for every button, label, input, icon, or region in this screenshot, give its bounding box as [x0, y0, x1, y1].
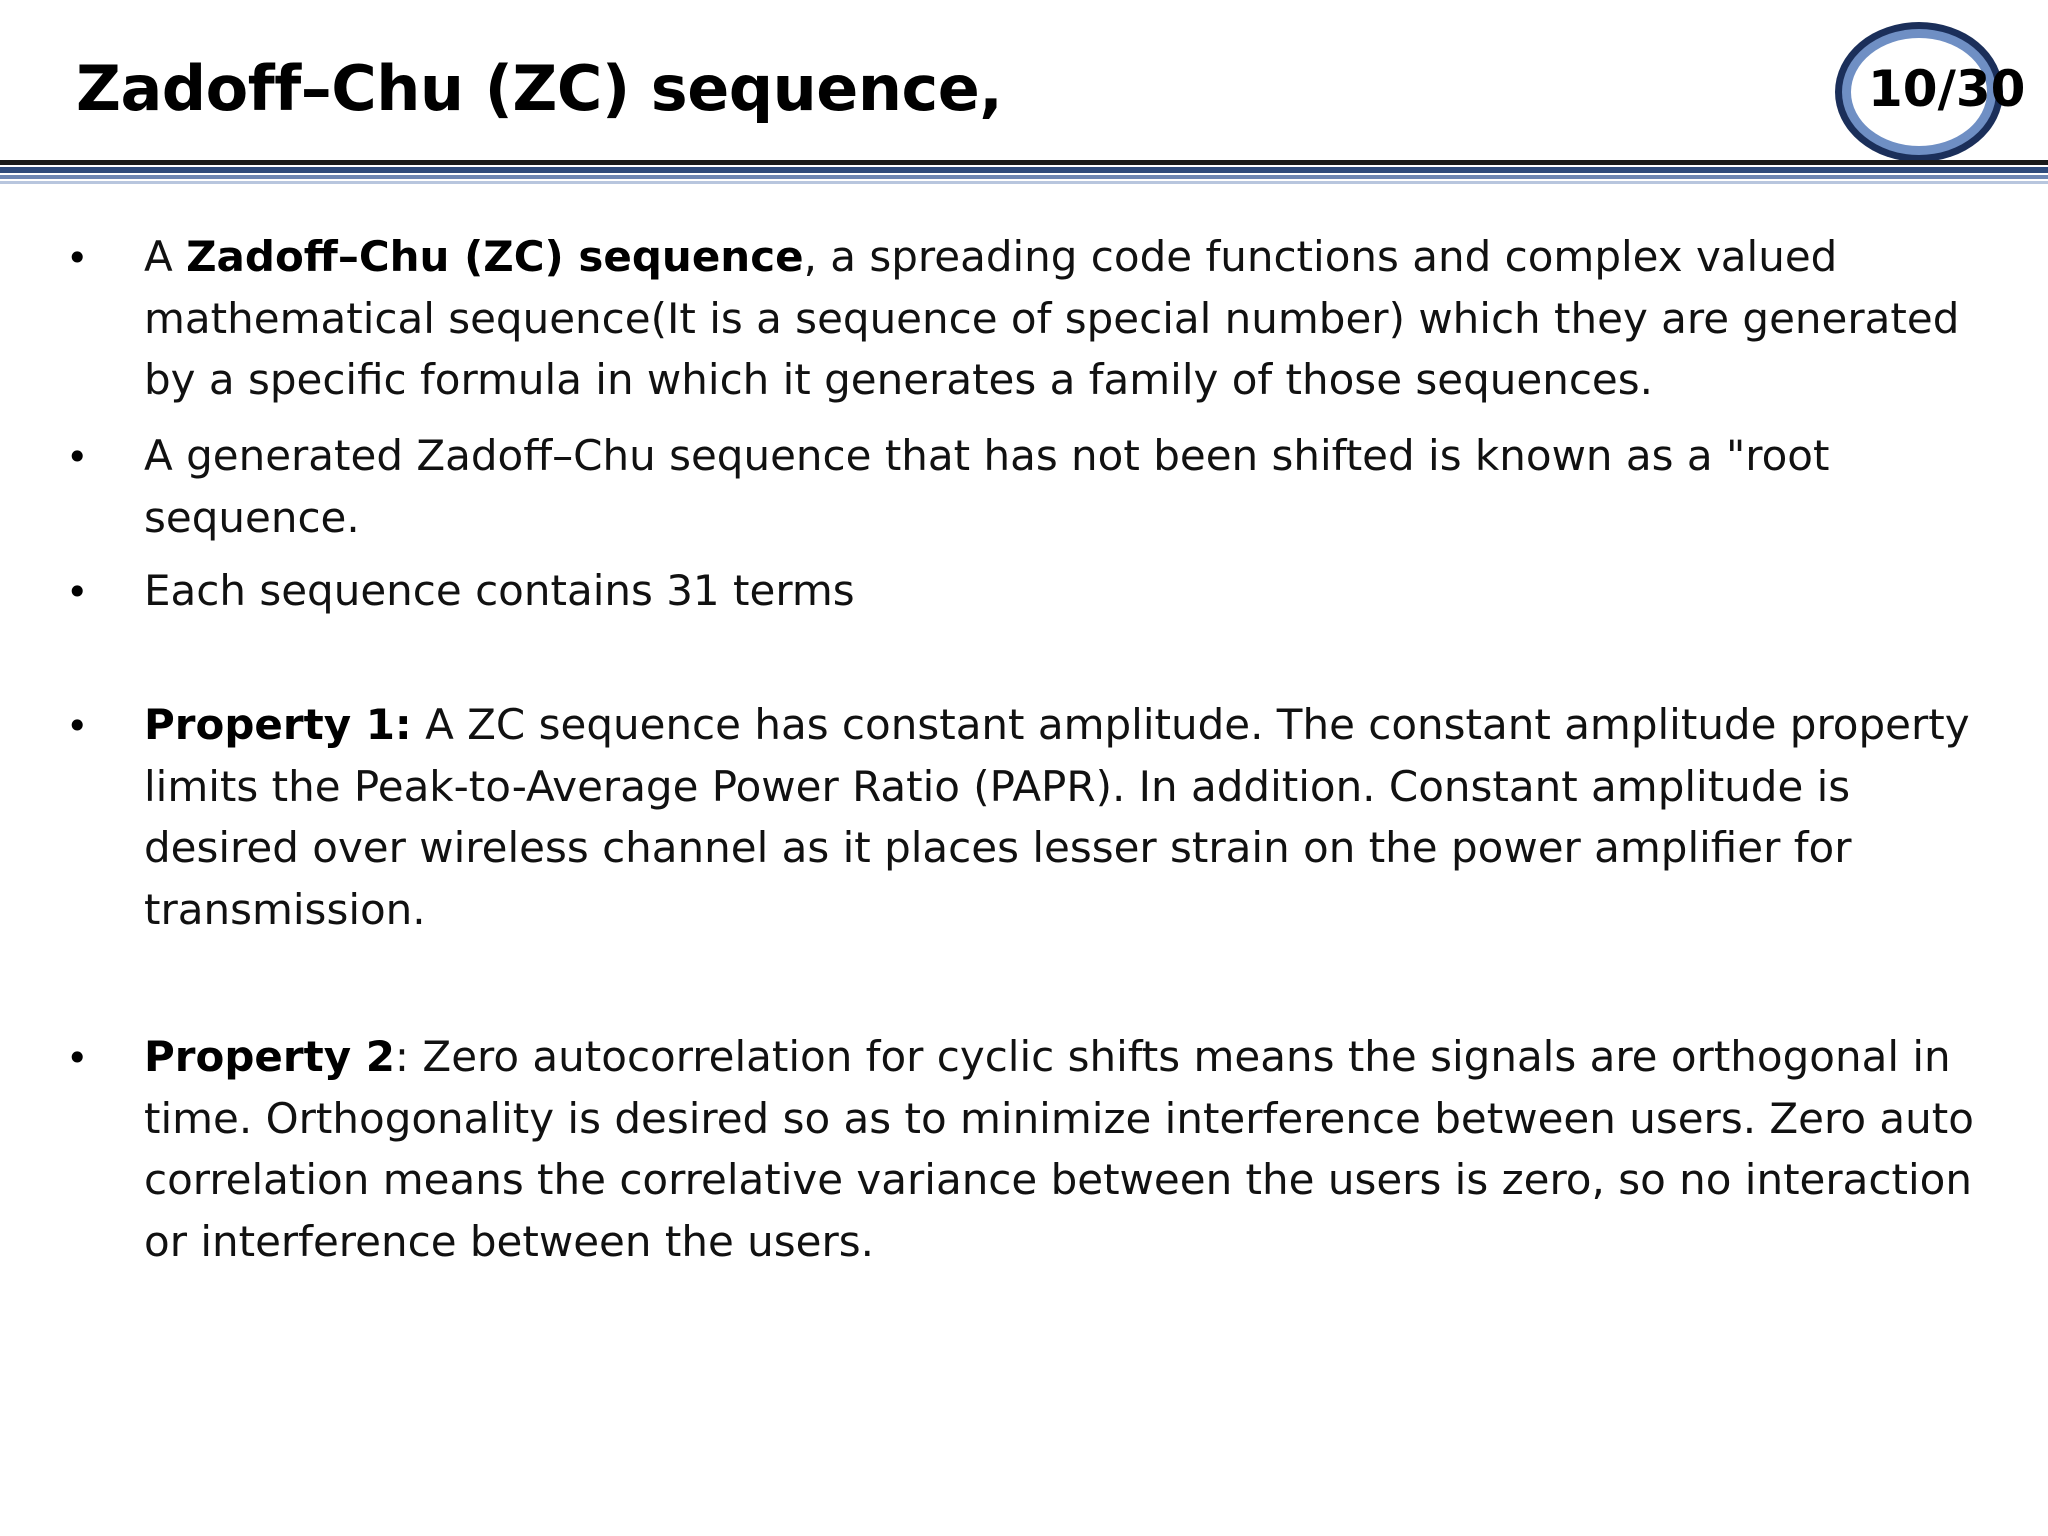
page-number-badge	[1830, 14, 2026, 166]
header-divider-light	[0, 175, 2048, 179]
bullet-text	[144, 560, 2000, 622]
bullet-marker: •	[66, 236, 89, 280]
bullet-text	[144, 226, 2000, 411]
bullet-text	[144, 694, 2000, 940]
bullet-marker: •	[66, 570, 89, 614]
bullet-text	[144, 1026, 2000, 1272]
bullet-body: A generated Zadoff–Chu sequence that has not been shifted is known as a "root sequence.	[144, 431, 1830, 542]
header-divider-blue	[0, 167, 2048, 173]
bullet-marker: •	[66, 435, 89, 479]
bullet-bold-term: Zadoff–Chu (ZC) sequence	[186, 232, 804, 281]
page-number: 10/30	[1868, 60, 2026, 118]
bullet-marker: •	[66, 1036, 89, 1080]
header-divider-faint	[0, 181, 2048, 184]
bullet-body: A ZC sequence has constant amplitude. The constant amplitude property limits the Peak-to-Average Power Ratio (PAPR). In addition. Constant amplitude is desired over wireless channel as it places lesser strain on the power amplifier for transmission.	[144, 700, 1970, 934]
bullet-body: Each sequence contains 31 terms	[144, 566, 855, 615]
bullet-marker: •	[66, 704, 89, 748]
bullet-text	[144, 425, 2000, 548]
header-divider	[0, 160, 2048, 165]
bullet-prefix: A	[144, 232, 187, 281]
bullet-body: : Zero autocorrelation for cyclic shifts means the signals are orthogonal in time. Orthogonality is desired so as to minimize interference between users. Zero auto correlation means the correlative variance between the users is zero, so no interaction or interference between the users.	[144, 1032, 1974, 1266]
bullet-bold-term: Property 2	[144, 1032, 395, 1081]
slide-title: Zadoff–Chu (ZC) sequence,	[76, 52, 1003, 125]
bullet-bold-term: Property 1:	[144, 700, 412, 749]
bullet-body: , a spreading code functions and complex valued mathematical sequence(It is a sequence of special number) which they are generated by a specific formula in which it generates a family of those sequences.	[144, 232, 1960, 404]
